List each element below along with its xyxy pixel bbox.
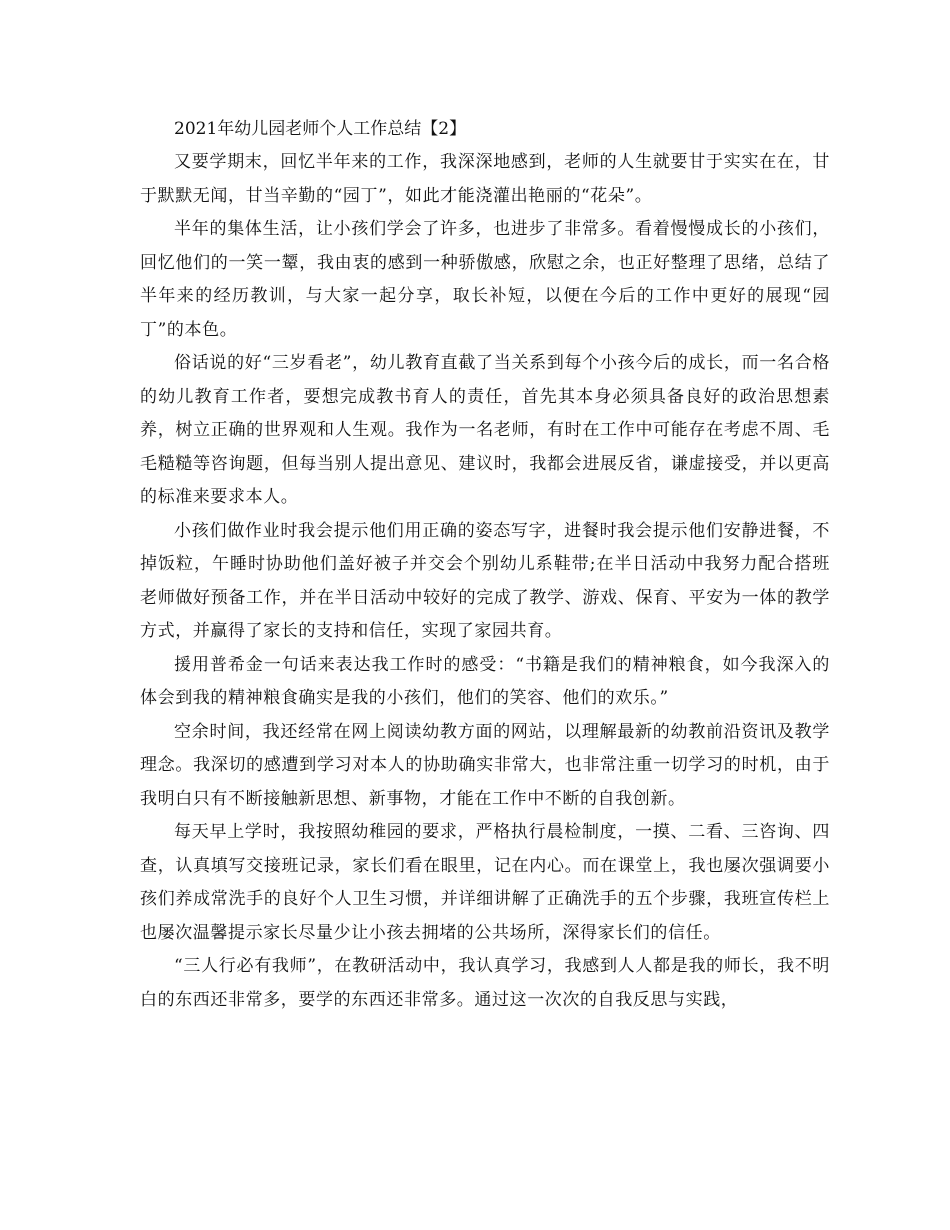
paragraph-7: 每天早上学时，我按照幼稚园的要求，严格执行晨检制度，一摸、二看、三咨询、四查，认真填写交接班记录，家长们看在眼里，记在内心。而在课堂上，我也屡次强调要小孩们养成常洗手的良好个人卫生习惯，并详细讲解了正确洗手的五个步骤，我班宣传栏上也屡次温馨提示家长尽量少让小孩去拥堵的公共场所，深得家长们的信任。 xyxy=(140,822,830,943)
paragraph-4: 小孩们做作业时我会提示他们用正确的姿态写字，进餐时我会提示他们安静进餐，不掉饭粒，午睡时协助他们盖好被子并交会个别幼儿系鞋带;在半日活动中我努力配合搭班老师做好预备工作，并在半日活动中较好的完成了教学、游戏、保育、平安为一体的教学方式，并赢得了家长的支持和信任，实现了家园共育。 xyxy=(140,520,830,641)
document-body xyxy=(140,112,830,1017)
paragraph-3: 俗话说的好“三岁看老”，幼儿教育直截了当关系到每个小孩今后的成长，而一名合格的幼儿教育工作者，要想完成教书育人的责任，首先其本身必须具备良好的政治思想素养，树立正确的世界观和人生观。我作为一名老师，有时在工作中可能存在考虑不周、毛毛糙糙等咨询题，但每当别人提出意见、建议时，我都会进展反省，谦虚接受，并以更高的标准来要求本人。 xyxy=(140,353,830,507)
paragraph-1: 又要学期末，回忆半年来的工作，我深深地感到，老师的人生就要甘于实实在在，甘于默默无闻，甘当辛勤的“园丁”，如此才能浇灌出艳丽的“花朵”。 xyxy=(140,152,830,206)
paragraph-2: 半年的集体生活，让小孩们学会了许多，也进步了非常多。看着慢慢成长的小孩们，回忆他们的一笑一颦，我由衷的感到一种骄傲感，欣慰之余，也正好整理了思绪，总结了半年来的经历教训，与大家一起分享，取长补短，以便在今后的工作中更好的展现“园丁”的本色。 xyxy=(140,219,830,340)
paragraph-5: 援用普希金一句话来表达我工作时的感受：“书籍是我们的精神粮食，如今我深入的体会到我的精神粮食确实是我的小孩们，他们的笑容、他们的欢乐。” xyxy=(140,654,830,708)
paragraph-6: 空余时间，我还经常在网上阅读幼教方面的网站，以理解最新的幼教前沿资讯及教学理念。我深切的感遭到学习对本人的协助确实非常大，也非常注重一切学习的时机，由于我明白只有不断接触新思想、新事物，才能在工作中不断的自我创新。 xyxy=(140,721,830,809)
document-title: 2021年幼儿园老师个人工作总结【2】 xyxy=(174,119,467,139)
paragraph-8: “三人行必有我师”，在教研活动中，我认真学习，我感到人人都是我的师长，我不明白的东西还非常多，要学的东西还非常多。通过这一次次的自我反思与实践， xyxy=(140,956,830,1010)
